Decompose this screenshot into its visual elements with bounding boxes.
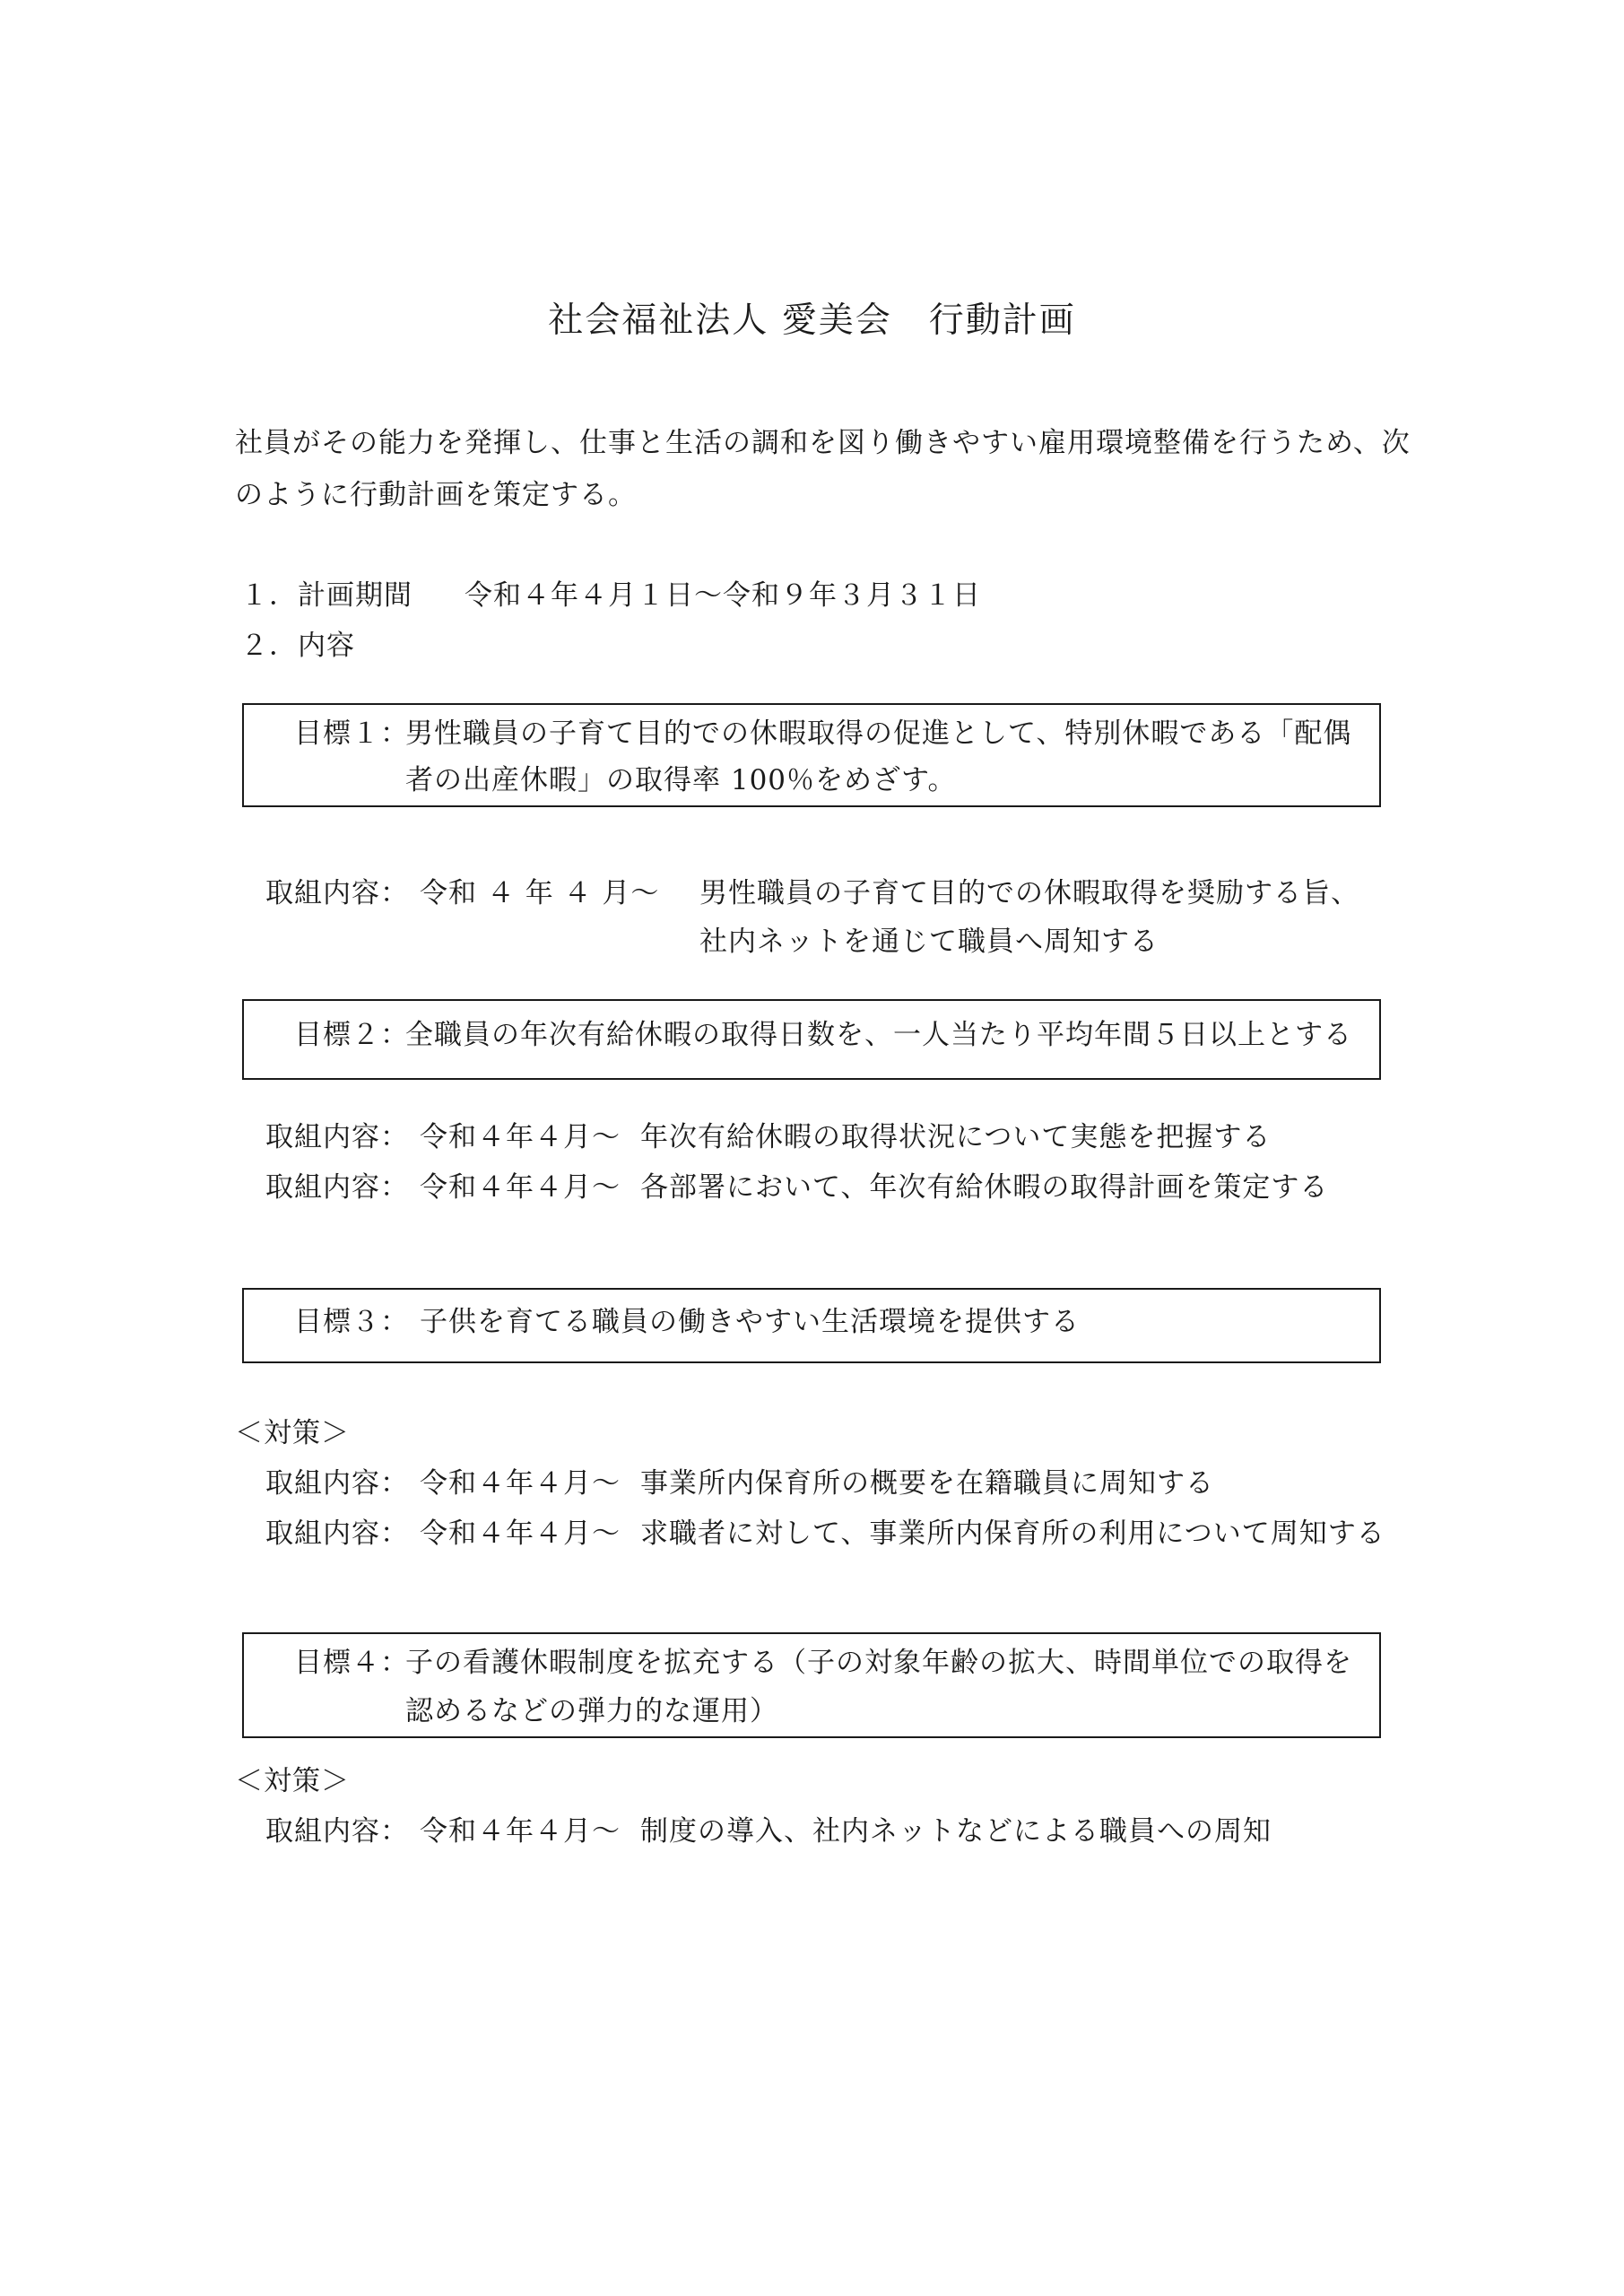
goal-2-action-2-text: 各部署において、年次有給休暇の取得計画を策定する xyxy=(640,1171,1329,1204)
goal-3-action-2-label: 取組内容： xyxy=(265,1518,409,1550)
goal-2-box xyxy=(242,999,1381,1080)
goal-3-action-2-date: 令和４年４月～ xyxy=(420,1518,621,1550)
page-title: 社会福祉法人 愛美会 行動計画 xyxy=(548,300,1076,341)
goal-3-action-1-text: 事業所内保育所の概要を在籍職員に周知する xyxy=(640,1467,1214,1500)
intro-line-1: 社員がその能力を発揮し、仕事と生活の調和を図り働きやすい雇用環境整備を行うため、次 xyxy=(235,427,1411,459)
goal-4-action-1-text: 制度の導入、社内ネットなどによる職員への周知 xyxy=(640,1815,1272,1848)
plan-period-label: １．計画期間 xyxy=(240,579,413,612)
plan-period-value: 令和４年４月１日～令和９年３月３１日 xyxy=(465,579,981,612)
goal-2-label: 目標２： xyxy=(294,1019,409,1051)
goal-2-action-1-label: 取組内容： xyxy=(265,1121,409,1153)
goal-2-action-2-label: 取組内容： xyxy=(265,1171,409,1204)
goal-1-box xyxy=(242,703,1381,807)
goal-2-text-line-1: 全職員の年次有給休暇の取得日数を、一人当たり平均年間５日以上とする xyxy=(405,1019,1352,1051)
goal-4-text-line-1: 子の看護休暇制度を拡充する（子の対象年齢の拡大、時間単位での取得を xyxy=(405,1647,1352,1679)
goal-1-action-text-line-2: 社内ネットを通じて職員へ周知する xyxy=(699,926,1159,958)
goal-4-action-1-date: 令和４年４月～ xyxy=(420,1815,621,1848)
goal-3-label: 目標３： xyxy=(294,1306,409,1338)
goal-1-action-label: 取組内容： xyxy=(265,877,409,909)
goal-1-text-line-2: 者の出産休暇」の取得率 100％をめざす。 xyxy=(405,764,957,796)
goal-4-measures-heading: ＜対策＞ xyxy=(235,1765,350,1797)
goal-1-action-date: 令和 ４ 年 ４ 月～ xyxy=(420,877,660,909)
goal-1-text-line-1: 男性職員の子育て目的での休暇取得の促進として、特別休暇である「配偶 xyxy=(405,718,1352,750)
goal-2-action-1-text: 年次有給休暇の取得状況について実態を把握する xyxy=(640,1121,1272,1153)
goal-3-box xyxy=(242,1288,1381,1363)
contents-label: ２．内容 xyxy=(240,630,355,662)
goal-4-box xyxy=(242,1632,1381,1738)
goal-4-label: 目標４： xyxy=(294,1647,409,1679)
goal-1-action-text-line-1: 男性職員の子育て目的での休暇取得を奨励する旨、 xyxy=(699,877,1359,909)
goal-2-action-1-date: 令和４年４月～ xyxy=(420,1121,621,1153)
goal-3-action-1-label: 取組内容： xyxy=(265,1467,409,1500)
intro-line-2: のように行動計画を策定する。 xyxy=(235,479,637,511)
goal-4-action-1-label: 取組内容： xyxy=(265,1815,409,1848)
goal-1-label: 目標１： xyxy=(294,718,409,750)
goal-3-action-2-text: 求職者に対して、事業所内保育所の利用について周知する xyxy=(640,1518,1385,1550)
goal-3-text-line-1: 子供を育てる職員の働きやすい生活環境を提供する xyxy=(420,1306,1080,1338)
goal-3-action-1-date: 令和４年４月～ xyxy=(420,1467,621,1500)
goal-4-text-line-2: 認めるなどの弾力的な運用） xyxy=(405,1695,778,1727)
goal-3-measures-heading: ＜対策＞ xyxy=(235,1417,350,1449)
goal-2-action-2-date: 令和４年４月～ xyxy=(420,1171,621,1204)
